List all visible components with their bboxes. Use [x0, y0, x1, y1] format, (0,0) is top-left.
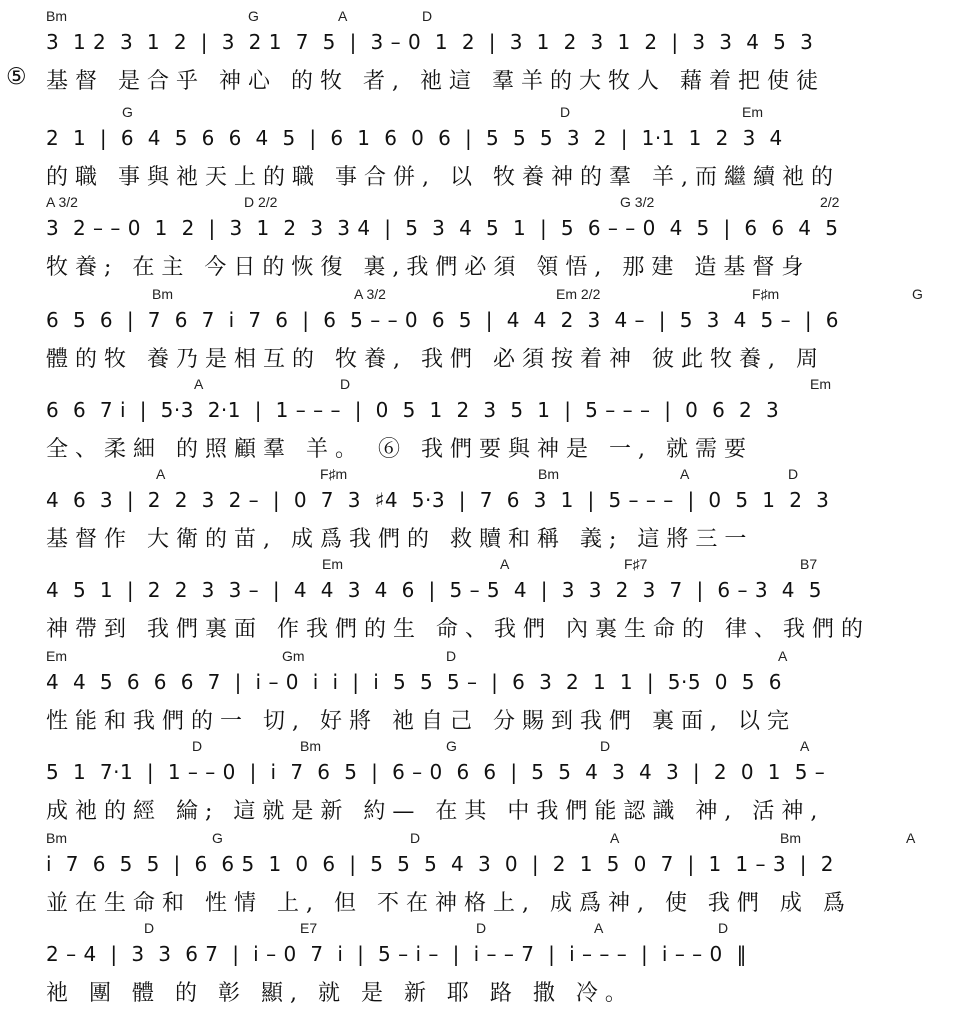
chord-symbol: A — [778, 648, 788, 664]
chord-symbol: D — [476, 920, 487, 936]
verse-number: ⑤ — [6, 64, 27, 90]
chord-symbol: D — [446, 648, 457, 664]
chord-symbol: Bm — [46, 8, 67, 24]
numbered-notation-line: 6 5 6 | 7 6 7 i 7 6 | 6 5 – – 0 6 5 | 4 4 2 3 4 – | 5 3 4 5 – | 6 — [46, 308, 840, 332]
lyrics-line: 基督 是合乎 神心 的牧 者, 祂這 羣羊的大牧人 藉着把使徒 — [46, 69, 825, 94]
chord-symbol: E7 — [300, 920, 318, 936]
chord-symbol: B7 — [800, 556, 818, 572]
chord-symbol: G — [248, 8, 259, 24]
numbered-notation-line: 3 1 2 3 1 2 | 3 2 1 7 5 | 3 – 0 1 2 | 3 1 2 3 1 2 | 3 3 4 5 3 — [46, 30, 814, 54]
chord-symbol: 2/2 — [820, 194, 840, 210]
chord-symbol: G 3/2 — [620, 194, 655, 210]
chord-symbol: D — [340, 376, 351, 392]
chord-symbol: G — [212, 830, 223, 846]
lyrics-line: 的職 事與祂天上的職 事合併, 以 牧養神的羣 羊,而繼續祂的 — [46, 165, 840, 190]
chord-symbol: D — [788, 466, 799, 482]
numbered-notation-line: 2 1 | 6 4 5 6 6 4 5 | 6 1 6 0 6 | 5 5 5 3 2 | 1·1 1 2 3 4 — [46, 126, 783, 150]
chord-symbol: A — [194, 376, 204, 392]
lyrics-line: 成祂的經 綸; 這就是新 約— 在其 中我們能認識 神, 活神, — [46, 799, 825, 824]
lyrics-line: 體的牧 養乃是相互的 牧養, 我們 必須按着神 彼此牧養, 周 — [46, 347, 825, 372]
chord-symbol: G — [446, 738, 457, 754]
chord-symbol: A 3/2 — [46, 194, 78, 210]
lyrics-line: 祂 團 體 的 彰 顯, 就 是 新 耶 路 撒 冷。 — [46, 981, 634, 1006]
lyrics-line: 牧養; 在主 今日的恢復 裏,我們必須 領悟, 那建 造基督身 — [46, 255, 811, 280]
chord-symbol: D — [192, 738, 203, 754]
chord-symbol: G — [122, 104, 133, 120]
chord-symbol: Em 2/2 — [556, 286, 601, 302]
chord-symbol: Bm — [300, 738, 321, 754]
chord-symbol: A — [906, 830, 916, 846]
chord-symbol: A — [610, 830, 620, 846]
chord-symbol: Bm — [46, 830, 67, 846]
chord-symbol: A — [680, 466, 690, 482]
chord-symbol: F♯m — [752, 286, 780, 302]
numbered-notation-line: 4 4 5 6 6 6 7 | i – 0 i i | i 5 5 5 – | 6 3 2 1 1 | 5·5 0 5 6 — [46, 670, 782, 694]
chord-symbol: A — [594, 920, 604, 936]
numbered-notation-line: 4 5 1 | 2 2 3 3 – | 4 4 3 4 6 | 5 – 5 4 | 3 3 2 3 7 | 6 – 3 4 5 — [46, 578, 822, 602]
chord-symbol: G — [912, 286, 923, 302]
chord-symbol: D — [422, 8, 433, 24]
numbered-notation-line: 6 6 7 i | 5·3 2·1 | 1 – – – | 0 5 1 2 3 5 1 | 5 – – – | 0 6 2 3 — [46, 398, 780, 422]
chord-symbol: A 3/2 — [354, 286, 386, 302]
lyrics-line: 神帶到 我們裏面 作我們的生 命、我們 內裏生命的 律、我們的 — [46, 617, 870, 642]
music-system — [0, 916, 972, 1026]
chord-symbol: Em — [46, 648, 67, 664]
chord-symbol: Gm — [282, 648, 305, 664]
chord-symbol: Bm — [538, 466, 559, 482]
chord-symbol: D — [144, 920, 155, 936]
chord-symbol: F♯7 — [624, 556, 648, 572]
numbered-notation-line: 5 1 7·1 | 1 – – 0 | i 7 6 5 | 6 – 0 6 6 | 5 5 4 3 4 3 | 2 0 1 5 – — [46, 760, 826, 784]
chord-symbol: F♯m — [320, 466, 348, 482]
chord-symbol: D — [600, 738, 611, 754]
chord-symbol: Em — [742, 104, 763, 120]
chord-symbol: A — [338, 8, 348, 24]
chord-symbol: Bm — [780, 830, 801, 846]
numbered-notation-line: 3 2 – – 0 1 2 | 3 1 2 3 3 4 | 5 3 4 5 1 | 5 6 – – 0 4 5 | 6 6 4 5 — [46, 216, 839, 240]
chord-symbol: D 2/2 — [244, 194, 278, 210]
chord-symbol: Bm — [152, 286, 173, 302]
numbered-notation-line: i 7 6 5 5 | 6 6 5 1 0 6 | 5 5 5 4 3 0 | 2 1 5 0 7 | 1 1 – 3 | 2 — [46, 852, 834, 876]
numbered-notation-line: 4 6 3 | 2 2 3 2 – | 0 7 3 ♯4 5·3 | 7 6 3 1 | 5 – – – | 0 5 1 2 3 — [46, 488, 830, 512]
lyrics-line: 性能和我們的一 切, 好將 祂自己 分賜到我們 裏面, 以完 — [46, 709, 796, 734]
music-system — [0, 4, 972, 114]
chord-symbol: A — [500, 556, 510, 572]
chord-symbol: Em — [810, 376, 831, 392]
lyrics-line: 全、柔細 的照顧羣 羊。 ⑥ 我們要與神是 一, 就需要 — [46, 437, 753, 462]
lyrics-line: 基督作 大衛的苗, 成爲我們的 救贖和稱 義; 這將三一 — [46, 527, 754, 552]
chord-symbol: A — [156, 466, 166, 482]
chord-symbol: D — [560, 104, 571, 120]
lyrics-line: 並在生命和 性情 上, 但 不在神格上, 成爲神, 使 我們 成 爲 — [46, 891, 852, 916]
numbered-notation-line: 2 – 4 | 3 3 6 7 | i – 0 7 i | 5 – i – | i – – 7 | i – – – | i – – 0 ‖ — [46, 942, 747, 966]
chord-symbol: A — [800, 738, 810, 754]
chord-symbol: D — [410, 830, 421, 846]
chord-symbol: D — [718, 920, 729, 936]
chord-symbol: Em — [322, 556, 343, 572]
